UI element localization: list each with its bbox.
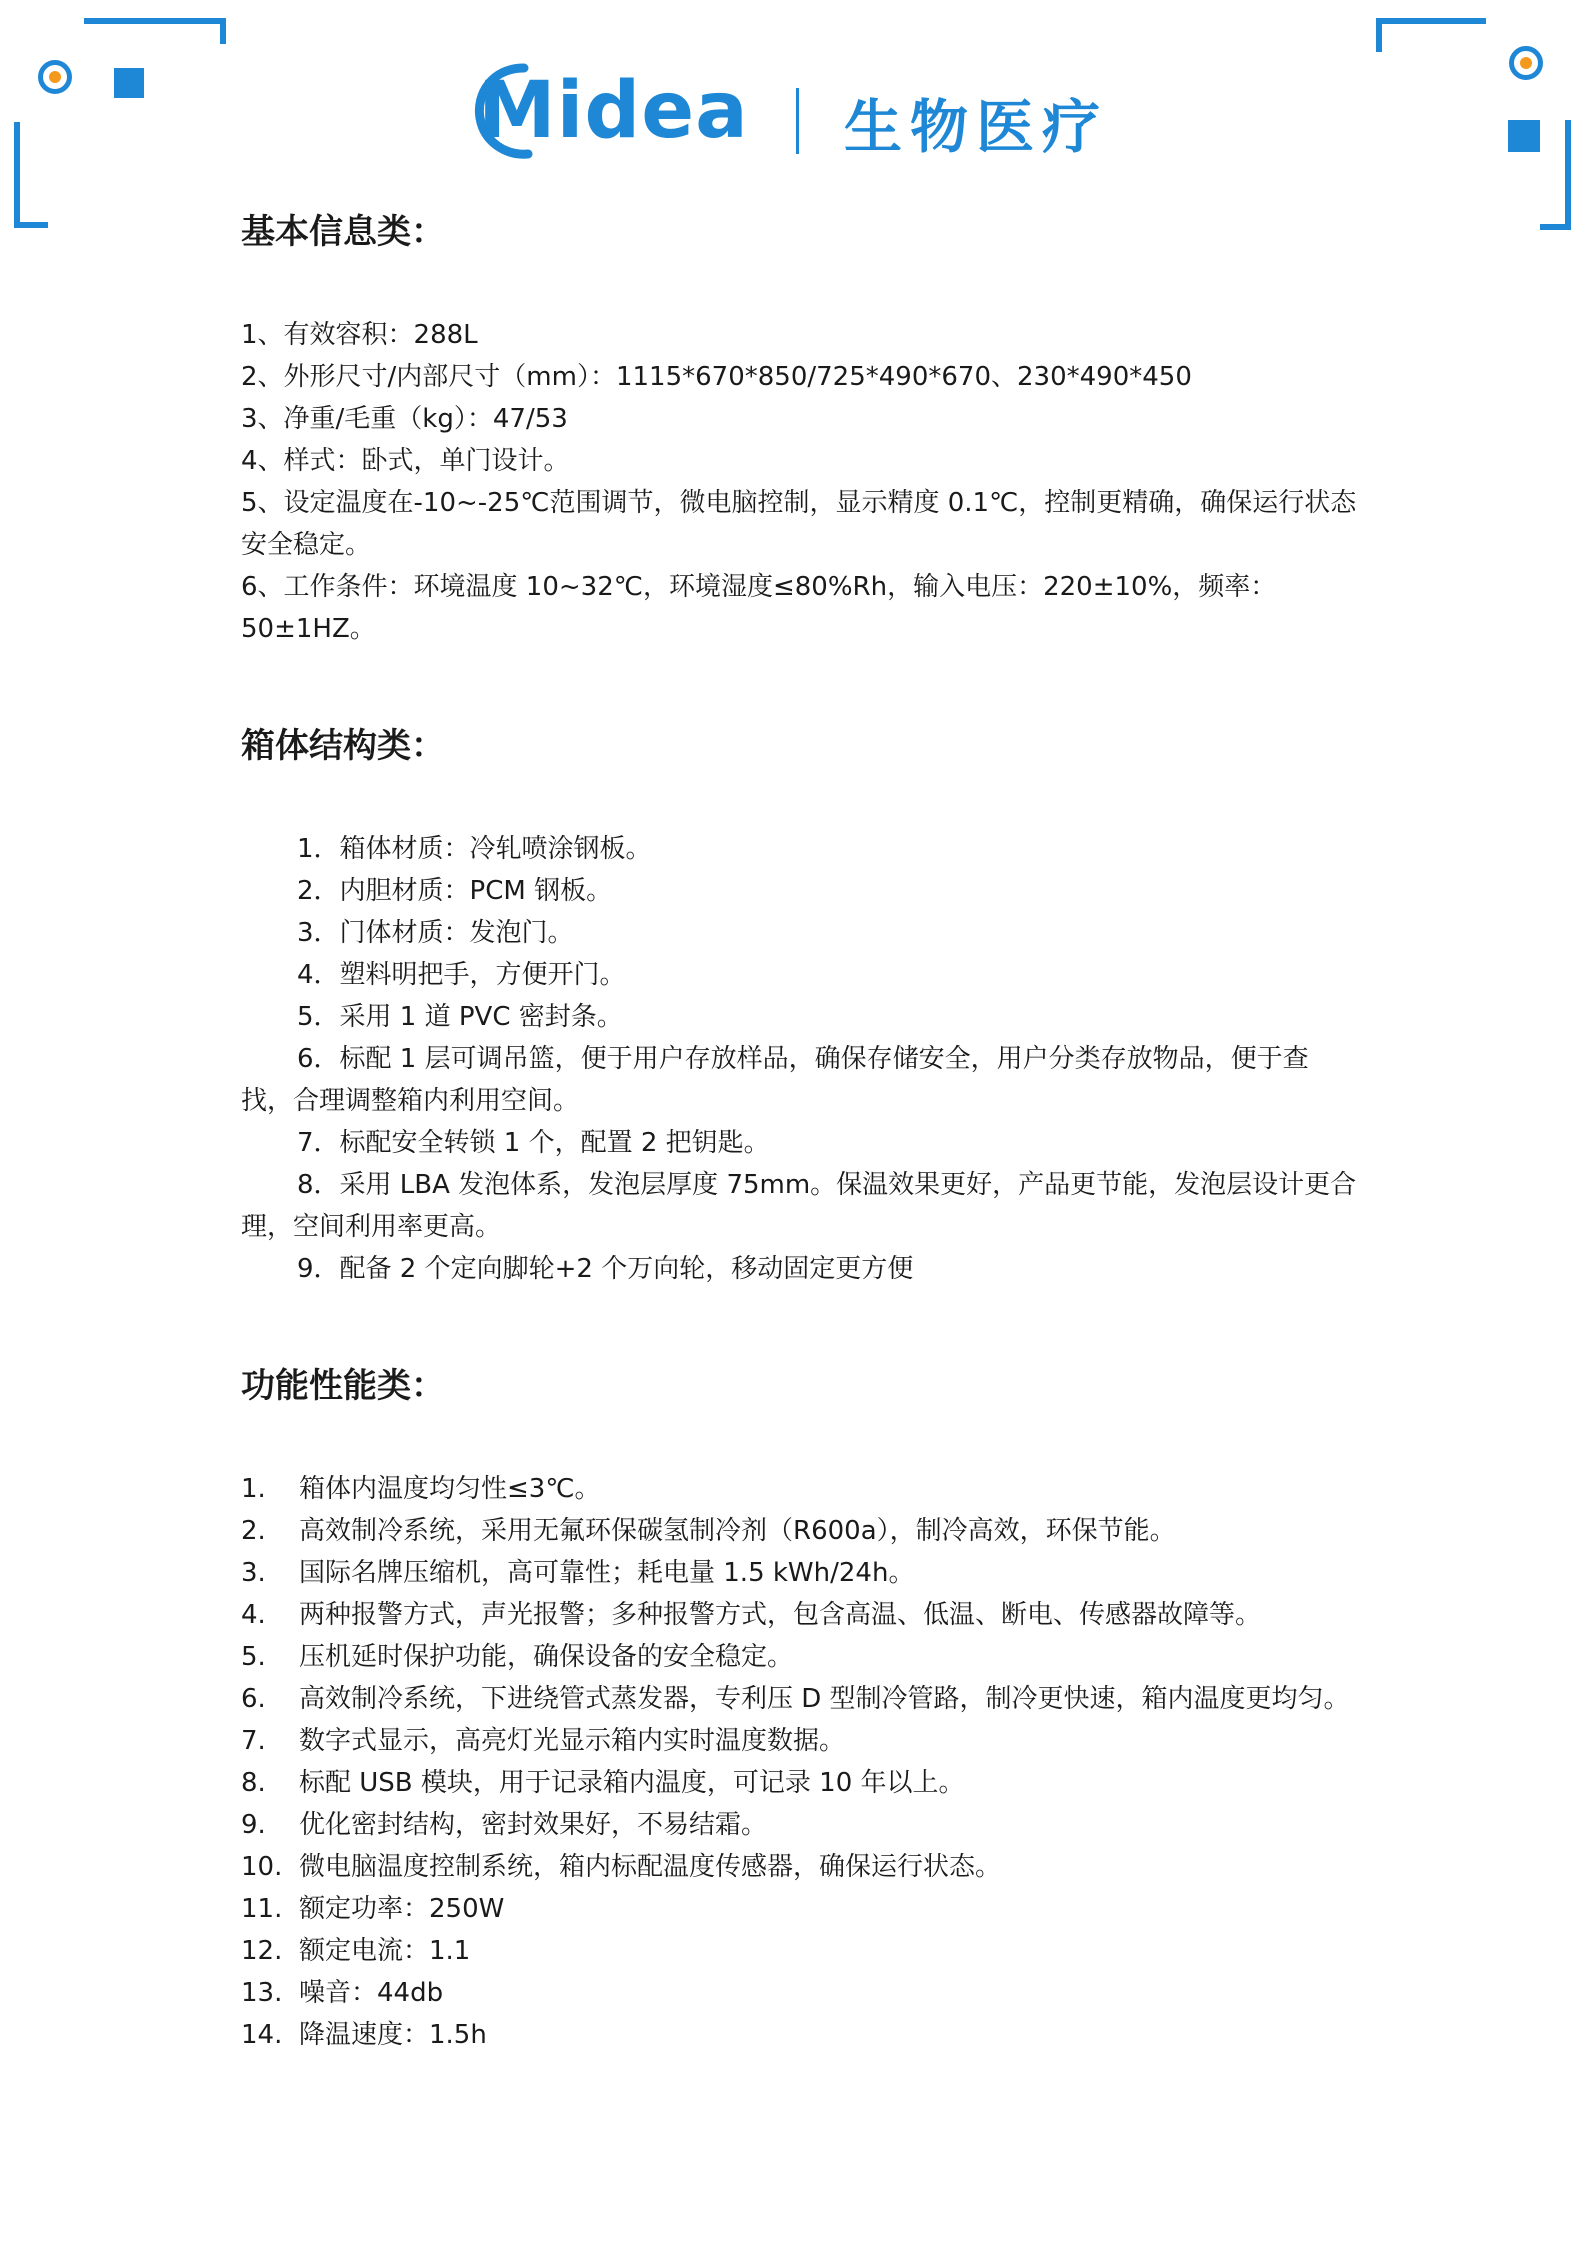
list-item: 4．塑料明把手，方便开门。 (297, 960, 626, 990)
item-number: 10. (241, 1852, 283, 1882)
logo-divider (796, 88, 799, 154)
list-item (241, 1720, 1358, 1762)
list-item: 2．内胆材质：PCM 钢板。 (297, 876, 613, 906)
list-item (241, 1552, 1358, 1594)
corner-frame-left (14, 122, 20, 228)
list-item: 1．箱体材质：冷轧喷涂钢板。 (297, 834, 652, 864)
list-item (241, 1468, 1358, 1510)
item-text: 高效制冷系统，下进绕管式蒸发器，专利压 D 型制冷管路，制冷更快速，箱内温度更均匀。 (299, 1684, 1350, 1714)
corner-frame-top-right (1376, 18, 1486, 24)
corner-frame-left-foot (14, 222, 48, 228)
item-number: 5. (241, 1642, 266, 1672)
list-item (241, 1510, 1358, 1552)
structure-list (241, 828, 1358, 1290)
item-text: 压机延时保护功能，确保设备的安全稳定。 (299, 1642, 794, 1672)
list-item (241, 1678, 1358, 1720)
square-icon-left (114, 68, 144, 98)
list-item: 6．标配 1 层可调吊篮，便于用户存放样品，确保存储安全，用户分类存放物品，便于查找，合理调整箱内利用空间。 (241, 1044, 1309, 1116)
item-text: 优化密封结构，密封效果好，不易结霜。 (299, 1810, 768, 1840)
section-basic-info (241, 206, 1358, 650)
corner-frame-top-left-tick (220, 18, 226, 44)
item-number: 4. (241, 1600, 266, 1630)
square-icon-right (1508, 120, 1540, 152)
item-text: 两种报警方式，声光报警；多种报警方式，包含高温、低温、断电、传感器故障等。 (299, 1600, 1262, 1630)
item-number: 3. (241, 1558, 266, 1588)
list-item: 6、工作条件：环境温度 10~32℃，环境湿度≤80%Rh，输入电压：220±10%，频率：50±1HZ。 (241, 572, 1277, 644)
list-item: 3、净重/毛重（kg）：47/53 (241, 404, 568, 434)
list-item (241, 1636, 1358, 1678)
item-text: 降温速度：1.5h (299, 2020, 487, 2050)
list-item (241, 1846, 1358, 1888)
logo-division-name: 生物医疗 (844, 93, 1109, 161)
performance-list (241, 1468, 1358, 2056)
corner-frame-top-right-tick (1376, 18, 1382, 52)
item-number: 7. (241, 1726, 266, 1756)
item-number: 1. (241, 1474, 266, 1504)
item-number: 11. (241, 1894, 283, 1924)
ring-dot-icon-right (1509, 46, 1543, 80)
brand-logo (478, 60, 1138, 160)
list-item: 7．标配安全转锁 1 个，配置 2 把钥匙。 (297, 1128, 770, 1158)
logo-wordmark: Midea (478, 66, 749, 156)
list-item: 2、外形尺寸/内部尺寸（mm）：1115*670*850/725*490*670、230*490*450 (241, 362, 1192, 392)
list-item (241, 1972, 1358, 2014)
list-item: 5、设定温度在-10~-25℃范围调节，微电脑控制，显示精度 0.1℃，控制更精确，确保运行状态安全稳定。 (241, 488, 1357, 560)
item-text: 国际名牌压缩机，高可靠性；耗电量 1.5 kWh/24h。 (299, 1558, 915, 1588)
item-number: 9. (241, 1810, 266, 1840)
item-number: 13. (241, 1978, 283, 2008)
item-number: 2. (241, 1516, 266, 1546)
list-item: 9．配备 2 个定向脚轮+2 个万向轮，移动固定更方便 (297, 1254, 914, 1284)
section-function-performance (241, 1360, 1358, 2056)
list-item: 4、样式：卧式，单门设计。 (241, 446, 570, 476)
ring-dot-icon-left (38, 60, 72, 94)
section-title: 箱体结构类： (241, 726, 445, 766)
item-text: 箱体内温度均匀性≤3℃。 (299, 1474, 601, 1504)
section-title: 功能性能类： (241, 1366, 445, 1406)
list-item (241, 2014, 1358, 2056)
list-item (241, 1888, 1358, 1930)
item-text: 额定功率：250W (299, 1894, 505, 1924)
corner-frame-right (1565, 120, 1571, 230)
list-item (241, 1594, 1358, 1636)
item-number: 8. (241, 1768, 266, 1798)
item-number: 12. (241, 1936, 283, 1966)
item-text: 微电脑温度控制系统，箱内标配温度传感器，确保运行状态。 (299, 1852, 1002, 1882)
list-item: 5．采用 1 道 PVC 密封条。 (297, 1002, 623, 1032)
corner-frame-top-left (84, 18, 226, 24)
list-item (241, 1930, 1358, 1972)
list-item: 8．采用 LBA 发泡体系，发泡层厚度 75mm。保温效果更好，产品更节能，发泡层设计更合理，空间利用率更高。 (241, 1170, 1357, 1242)
section-title: 基本信息类： (241, 212, 445, 252)
corner-frame-right-foot (1540, 224, 1571, 230)
list-item: 1、有效容积：288L (241, 320, 478, 350)
list-item (241, 1762, 1358, 1804)
basic-info-list (241, 314, 1358, 650)
item-text: 额定电流：1.1 (299, 1936, 471, 1966)
item-number: 14. (241, 2020, 283, 2050)
document-body (241, 206, 1358, 2056)
list-item (241, 1804, 1358, 1846)
item-text: 标配 USB 模块，用于记录箱内温度，可记录 10 年以上。 (299, 1768, 965, 1798)
item-text: 噪音：44db (299, 1978, 444, 2008)
item-text: 数字式显示，高亮灯光显示箱内实时温度数据。 (299, 1726, 846, 1756)
item-text: 高效制冷系统，采用无氟环保碳氢制冷剂（R600a），制冷高效，环保节能。 (299, 1516, 1176, 1546)
section-cabinet-structure (241, 720, 1358, 1290)
list-item: 3．门体材质：发泡门。 (297, 918, 574, 948)
item-number: 6. (241, 1684, 266, 1714)
